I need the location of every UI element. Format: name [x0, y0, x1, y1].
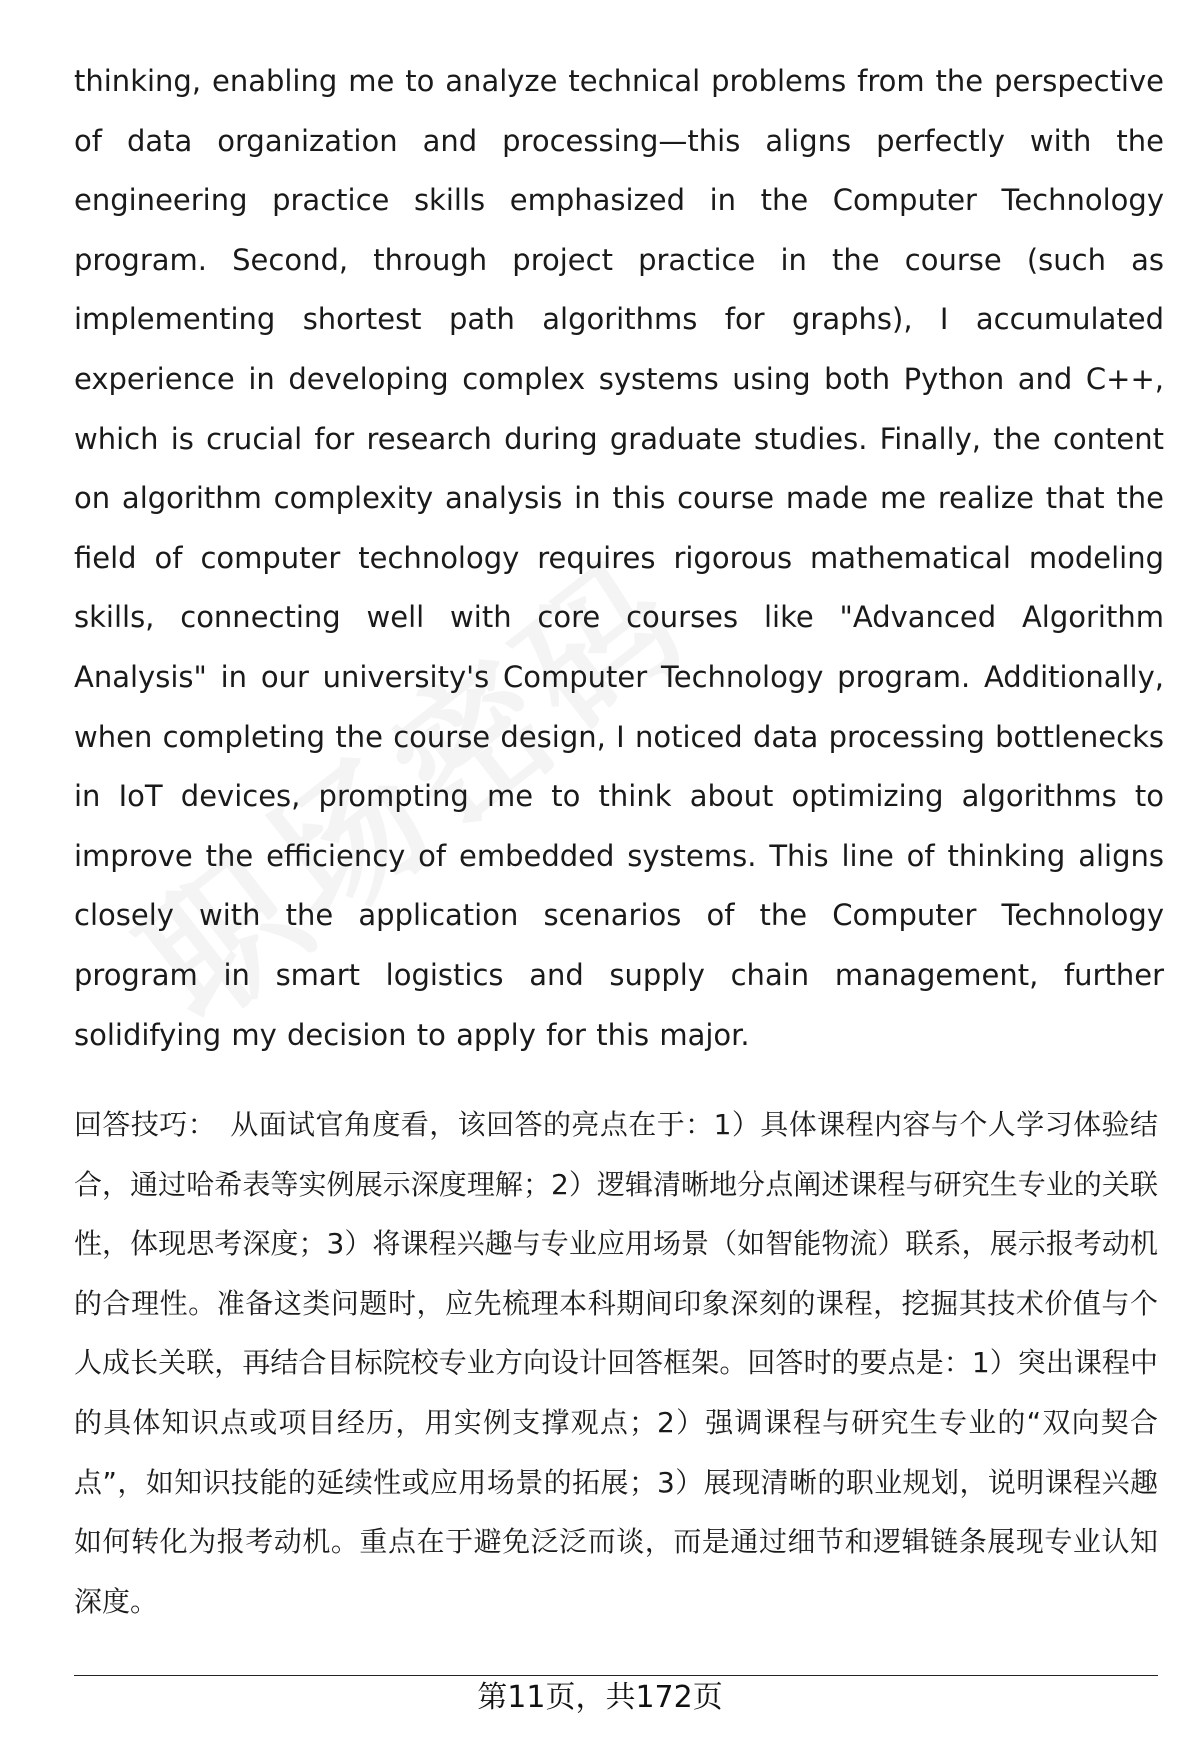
answer-tips-paragraph: [74, 1095, 1158, 1631]
answer-paragraph: thinking, enabling me to analyze technical problems from the perspective of data organization and processing—this aligns perfectly with the engineering practice skills emphasized in the Computer Technology program. Second, through project practice in the course (such as implementing shortest path algorithms for graphs), I accumulated experience in developing complex systems using both Python and C++, which is crucial for research during graduate studies. Finally, the content on algorithm complexity analysis in this course made me realize that the field of computer technology requires rigorous mathematical modeling skills, connecting well with core courses like "Advanced Algorithm Analysis" in our university's Computer Technology program. Additionally, when completing the course design, I noticed data processing bottlenecks in IoT devices, prompting me to think about optimizing algorithms to improve the efficiency of embedded systems. This line of thinking aligns closely with the application scenarios of the Computer Technology program in smart logistics and supply chain management, further solidifying my decision to apply for this major.: [74, 64, 1164, 1052]
tips-label: 回答技巧：: [74, 1108, 217, 1141]
tips-text: 从面试官角度看，该回答的亮点在于：1）具体课程内容与个人学习体验结合，通过哈希表等实例展示深度理解；2）逻辑清晰地分点阐述课程与研究生专业的关联性，体现思考深度；3）将课程兴趣与专业应用场景（如智能物流）联系，展示报考动机的合理性。准备这类问题时，应先梳理本科期间印象深刻的课程，挖掘其技术价值与个人成长关联，再结合目标院校专业方向设计回答框架。回答时的要点是：1）突出课程中的具体知识点或项目经历，用实例支撑观点；2）强调课程与研究生专业的“双向契合点”，如知识技能的延续性或应用场景的拓展；3）展现清晰的职业规划，说明课程兴趣如何转化为报考动机。重点在于避免泛泛而谈，而是通过细节和逻辑链条展现专业认知深度。: [74, 1108, 1158, 1618]
page-number: 第11页，共172页: [477, 1680, 723, 1715]
